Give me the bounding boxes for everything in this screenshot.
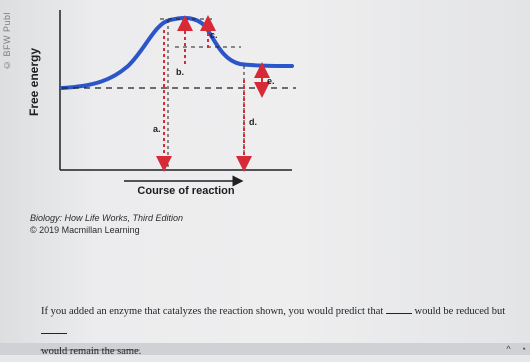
chevron-up-icon[interactable]: ^ [506, 344, 511, 354]
x-axis-label: Course of reaction [137, 185, 235, 197]
question-part2: would be reduced but [414, 306, 506, 317]
copyright-side-text: © BFW Publ [2, 11, 12, 70]
label-c: c. [210, 30, 218, 40]
figure-caption-title: Biology: How Life Works, Third Edition [30, 213, 184, 223]
label-e: e. [267, 76, 275, 86]
wifi-icon[interactable]: ◔ [520, 344, 526, 354]
answer-blank-2[interactable] [41, 324, 67, 334]
figure-caption-copyright: © 2019 Macmillan Learning [30, 225, 140, 235]
taskbar-tray [506, 343, 526, 355]
question-part3: would remain the same. [41, 346, 142, 357]
question-text [41, 302, 527, 362]
answer-blank-1[interactable] [386, 304, 412, 314]
question-part1: If you added an enzyme that catalyzes the reaction shown, you would predict that [41, 306, 384, 317]
label-b: b. [176, 67, 184, 77]
label-a: a. [153, 124, 161, 134]
y-axis-label: Free energy [27, 47, 41, 117]
energy-curve [62, 18, 292, 88]
label-d: d. [249, 117, 257, 127]
